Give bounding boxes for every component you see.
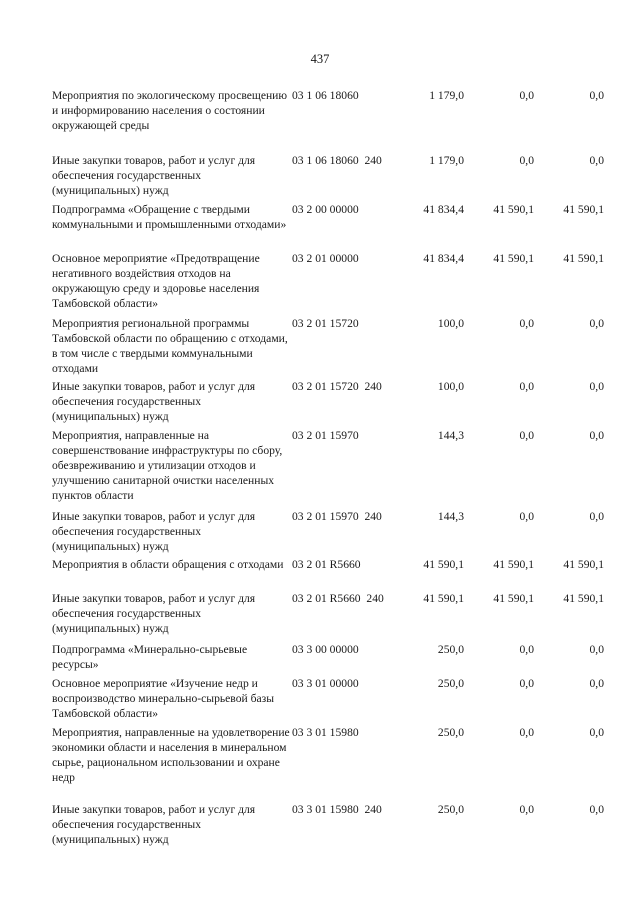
row-value-2: 0,0: [519, 429, 534, 442]
row-code: 03 2 01 15970: [292, 429, 359, 442]
row-value-1: 144,3: [437, 510, 464, 523]
row-value-1: 250,0: [437, 803, 464, 816]
row-value-1: 250,0: [437, 643, 464, 656]
row-code: 03 1 06 18060: [292, 89, 359, 102]
row-value-2: 41 590,1: [493, 558, 534, 571]
row-value-3: 41 590,1: [563, 252, 604, 265]
row-code: 03 3 01 15980: [292, 726, 359, 739]
row-value-2: 0,0: [519, 803, 534, 816]
row-value-3: 41 590,1: [563, 592, 604, 605]
row-value-1: 1 179,0: [429, 154, 464, 167]
row-description: Иные закупки товаров, работ и услуг для обеспечения государственных (муниципальных) нужд: [52, 592, 256, 635]
row-value-3: 0,0: [589, 677, 604, 690]
row-code: 03 2 01 R5660: [292, 558, 361, 571]
row-description: Иные закупки товаров, работ и услуг для обеспечения государственных (муниципальных) нужд: [52, 510, 256, 553]
row-value-3: 41 590,1: [563, 558, 604, 571]
row-value-2: 41 590,1: [493, 252, 534, 265]
row-description: Подпрограмма «Минерально-сырьевые ресурсы»: [52, 643, 248, 671]
row-value-3: 41 590,1: [563, 203, 604, 216]
row-description: Мероприятия, направленные на совершенствование инфраструктуры по сбору, обезвреживанию и утилизации отходов и улучшению санитарной очистки населенных пунктов области: [52, 429, 283, 502]
row-value-1: 100,0: [437, 317, 464, 330]
row-value-3: 0,0: [589, 380, 604, 393]
row-description: Основное мероприятие «Предотвращение негативного воздействия отходов на окружающую среду и здоровье населения Тамбовской области»: [52, 252, 260, 310]
row-value-1: 144,3: [437, 429, 464, 442]
row-value-3: 0,0: [589, 803, 604, 816]
row-value-3: 0,0: [589, 89, 604, 102]
row-code: 03 2 01 15970 240: [292, 510, 382, 523]
row-value-1: 1 179,0: [429, 89, 464, 102]
row-value-2: 0,0: [519, 510, 534, 523]
row-value-1: 250,0: [437, 677, 464, 690]
row-code: 03 2 01 00000: [292, 252, 359, 265]
row-value-1: 100,0: [437, 380, 464, 393]
row-value-2: 0,0: [519, 677, 534, 690]
row-code: 03 3 01 00000: [292, 677, 359, 690]
row-value-3: 0,0: [589, 643, 604, 656]
row-value-2: 0,0: [519, 726, 534, 739]
row-code: 03 2 01 15720 240: [292, 380, 382, 393]
row-value-1: 41 590,1: [423, 558, 464, 571]
row-value-3: 0,0: [589, 429, 604, 442]
row-code: 03 2 00 00000: [292, 203, 359, 216]
row-value-2: 0,0: [519, 154, 534, 167]
row-value-2: 0,0: [519, 317, 534, 330]
row-description: Основное мероприятие «Изучение недр и воспроизводство минерально-сырьевой базы Тамбовской области»: [52, 677, 275, 720]
row-description: Иные закупки товаров, работ и услуг для обеспечения государственных (муниципальных) нужд: [52, 154, 256, 197]
row-value-3: 0,0: [589, 317, 604, 330]
row-description: Подпрограмма «Обращение с твердыми коммунальными и промышленными отходами»: [52, 203, 287, 231]
row-description: Мероприятия, направленные на удовлетворение экономики области и населения в минеральном сырье, рациональном использовании и охране недр: [52, 726, 290, 784]
row-value-1: 41 834,4: [423, 203, 464, 216]
row-value-2: 0,0: [519, 380, 534, 393]
row-description: Мероприятия по экологическому просвещению и информированию населения о состоянии окружающей среды: [52, 89, 288, 132]
row-value-2: 41 590,1: [493, 203, 534, 216]
row-value-3: 0,0: [589, 726, 604, 739]
row-code: 03 3 01 15980 240: [292, 803, 382, 816]
row-description: Иные закупки товаров, работ и услуг для обеспечения государственных (муниципальных) нужд: [52, 380, 256, 423]
row-code: 03 2 01 R5660 240: [292, 592, 384, 605]
row-value-1: 41 834,4: [423, 252, 464, 265]
row-description: Иные закупки товаров, работ и услуг для обеспечения государственных (муниципальных) нужд: [52, 803, 256, 846]
row-value-2: 0,0: [519, 89, 534, 102]
row-value-3: 0,0: [589, 510, 604, 523]
row-value-2: 41 590,1: [493, 592, 534, 605]
row-value-1: 41 590,1: [423, 592, 464, 605]
page-number: 437: [310, 52, 330, 66]
row-description: Мероприятия региональной программы Тамбовской области по обращению с отходами, в том числе с твердыми коммунальными отходами: [52, 317, 288, 375]
row-code: 03 1 06 18060 240: [292, 154, 382, 167]
row-value-1: 250,0: [437, 726, 464, 739]
row-value-2: 0,0: [519, 643, 534, 656]
row-description: Мероприятия в области обращения с отходами: [52, 558, 284, 571]
row-code: 03 3 00 00000: [292, 643, 359, 656]
row-value-3: 0,0: [589, 154, 604, 167]
row-code: 03 2 01 15720: [292, 317, 359, 330]
